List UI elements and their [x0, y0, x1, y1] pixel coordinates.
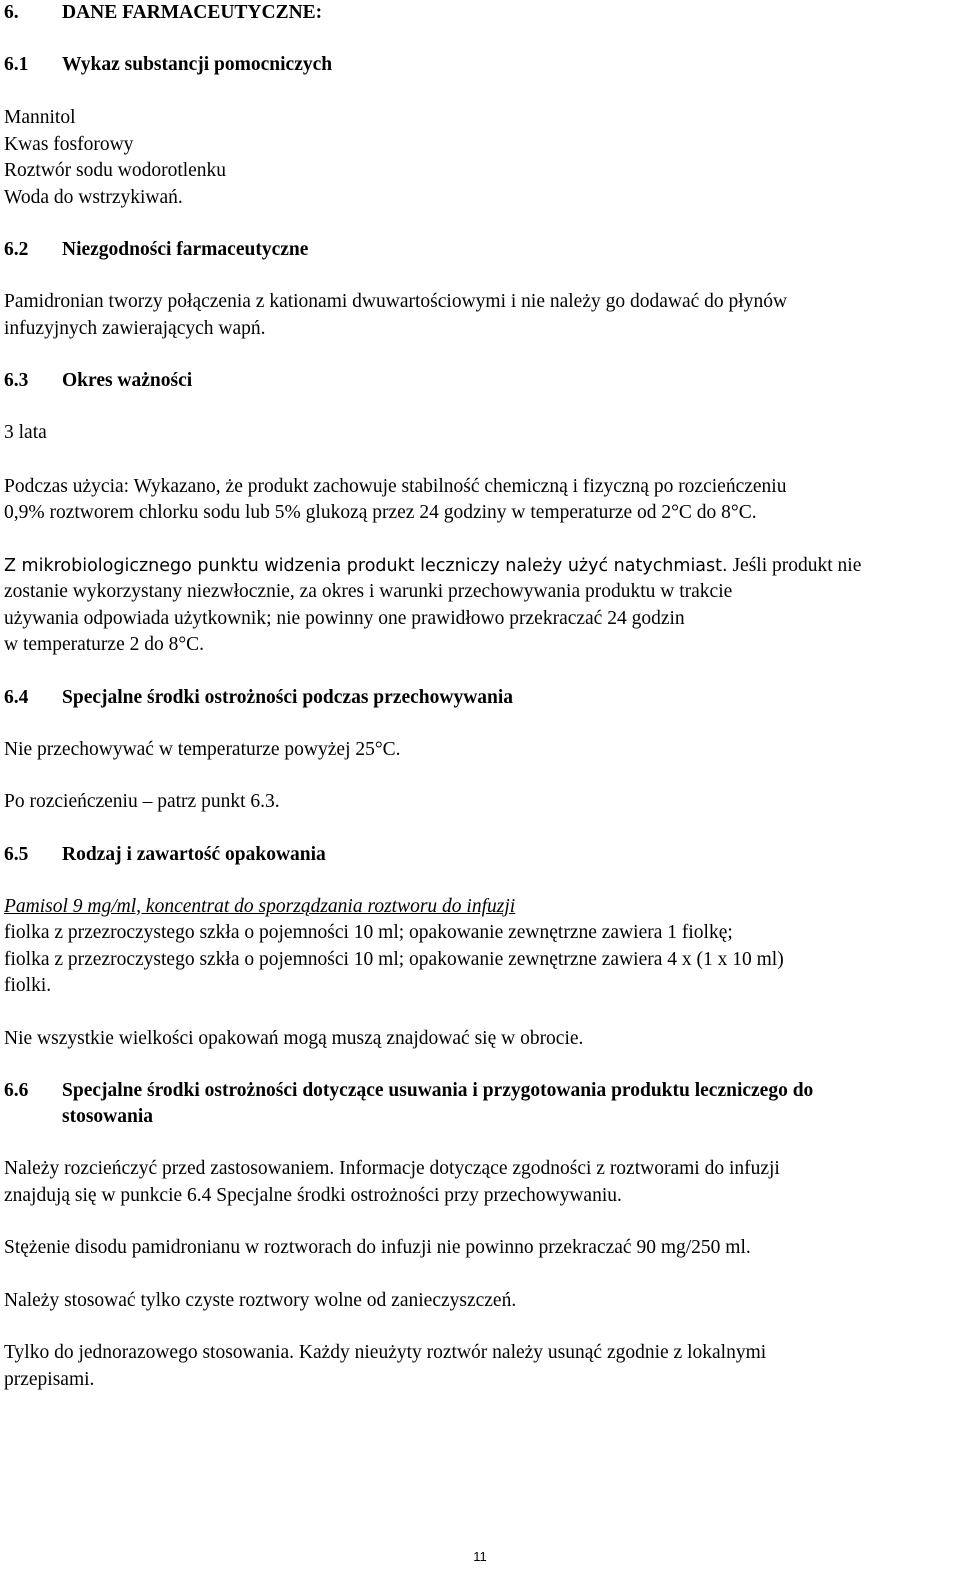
excipients-list [4, 105, 956, 211]
packaging-text [4, 894, 956, 1000]
pack-size-note [4, 1026, 956, 1053]
microbiological-text [4, 553, 956, 659]
text-line: Pamidronian tworzy połączenia z kationami dwuwartościowymi i nie należy go dodawać do płynów [4, 291, 788, 312]
section-6-5-heading [4, 842, 956, 868]
incompatibilities-text [4, 289, 956, 342]
text-line: fiolki. [4, 975, 52, 996]
document-page [4, 0, 956, 1393]
text-line: przepisami. [4, 1368, 95, 1390]
text-line: Należy stosować tylko czyste roztwory wolne od zanieczyszczeń. [4, 1289, 517, 1311]
text-line: fiolka z przezroczystego szkła o pojemności 10 ml; opakowanie zewnętrzne zawiera 4 x (1 x 10 ml) [4, 948, 784, 970]
section-title: DANE FARMACEUTYCZNE: [62, 2, 323, 23]
section-6-3-heading [4, 368, 956, 394]
text-line: Nie przechowywać w temperaturze powyżej 25°C. [4, 738, 401, 760]
text-line: 3 lata [4, 422, 47, 443]
text-line: Nie wszystkie wielkości opakowań mogą muszą znajdować się w obrocie. [4, 1027, 584, 1049]
section-number: 6.2 [4, 239, 29, 260]
after-dilution-text [4, 789, 956, 816]
section-number: 6.1 [4, 54, 29, 75]
text-line: Należy rozcieńczyć przed zastosowaniem. Informacje dotyczące zgodności z roztworami do infuzji [4, 1158, 780, 1179]
text-line: Po rozcieńczeniu – patrz punkt 6.3. [4, 791, 280, 812]
section-number: 6.3 [4, 370, 29, 391]
section-title: Niezgodności farmaceutyczne [62, 239, 309, 260]
title-line: Specjalne środki ostrożności dotyczące usuwania i przygotowania produktu leczniczego do [62, 1080, 814, 1101]
text-line: znajdują się w punkcie 6.4 Specjalne środki ostrożności przy przechowywaniu. [4, 1184, 622, 1206]
concentration-text [4, 1235, 956, 1262]
section-title: Rodzaj i zawartość opakowania [62, 843, 326, 865]
excipient-item: Kwas fosforowy [4, 133, 134, 155]
title-line: stosowania [62, 1106, 154, 1127]
text-line: Tylko do jednorazowego stosowania. Każdy nieużyty roztwór należy usunąć zgodnie z lokalnymi [4, 1342, 767, 1363]
section-title: Specjalne środki ostrożności podczas przechowywania [62, 686, 514, 708]
section-6-1-heading [4, 52, 956, 78]
shelf-life-text [4, 420, 956, 447]
text-line: fiolka z przezroczystego szkła o pojemności 10 ml; opakowanie zewnętrzne zawiera 1 fiolkę; [4, 922, 733, 943]
product-name: Pamisol 9 mg/ml, koncentrat do sporządzania roztworu do infuzji [4, 895, 516, 917]
section-title: Okres ważności [62, 370, 193, 391]
text-line: Podczas użycia: Wykazano, że produkt zachowuje stabilność chemiczną i fizyczną po rozcieńczeniu [4, 475, 787, 497]
section-6-heading [4, 0, 956, 26]
text-line: Stężenie disodu pamidronianu w roztworach do infuzji nie powinno przekraczać 90 mg/250 ml. [4, 1237, 751, 1258]
clear-solutions-text [4, 1288, 956, 1315]
in-use-stability-text [4, 474, 956, 527]
section-title [62, 1078, 956, 1130]
storage-text [4, 737, 956, 764]
excipient-item: Roztwór sodu wodorotlenku [4, 160, 227, 181]
page-number: 11 [473, 1549, 487, 1564]
text-line [4, 553, 956, 580]
excipient-item: Mannitol [4, 107, 76, 128]
section-number: 6.5 [4, 843, 29, 865]
text-line: w temperaturze 2 do 8°C. [4, 634, 205, 655]
disposal-text [4, 1156, 956, 1209]
section-title: Wykaz substancji pomocniczych [62, 54, 333, 75]
section-6-6-heading [4, 1078, 956, 1130]
section-number: 6.4 [4, 686, 29, 708]
text-span: Jeśli produkt nie [727, 554, 862, 576]
single-use-text [4, 1340, 956, 1393]
text-line: zostanie wykorzystany niezwłocznie, za okres i warunki przechowywania produktu w trakcie [4, 581, 733, 602]
section-6-2-heading [4, 237, 956, 263]
excipient-item: Woda do wstrzykiwań. [4, 186, 183, 208]
text-line: infuzyjnych zawierających wapń. [4, 317, 266, 339]
section-number: 6.6 [4, 1080, 29, 1101]
text-line: używania odpowiada użytkownik; nie powinny one prawidłowo przekraczać 24 godzin [4, 607, 685, 629]
text-line: 0,9% roztworem chlorku sodu lub 5% glukozą przez 24 godziny w temperaturze od 2°C do 8°C. [4, 502, 757, 523]
section-number: 6. [4, 2, 19, 23]
section-6-4-heading [4, 685, 956, 711]
text-span: Z mikrobiologicznego punktu widzenia produkt leczniczy należy użyć natychmiast. [4, 555, 728, 576]
